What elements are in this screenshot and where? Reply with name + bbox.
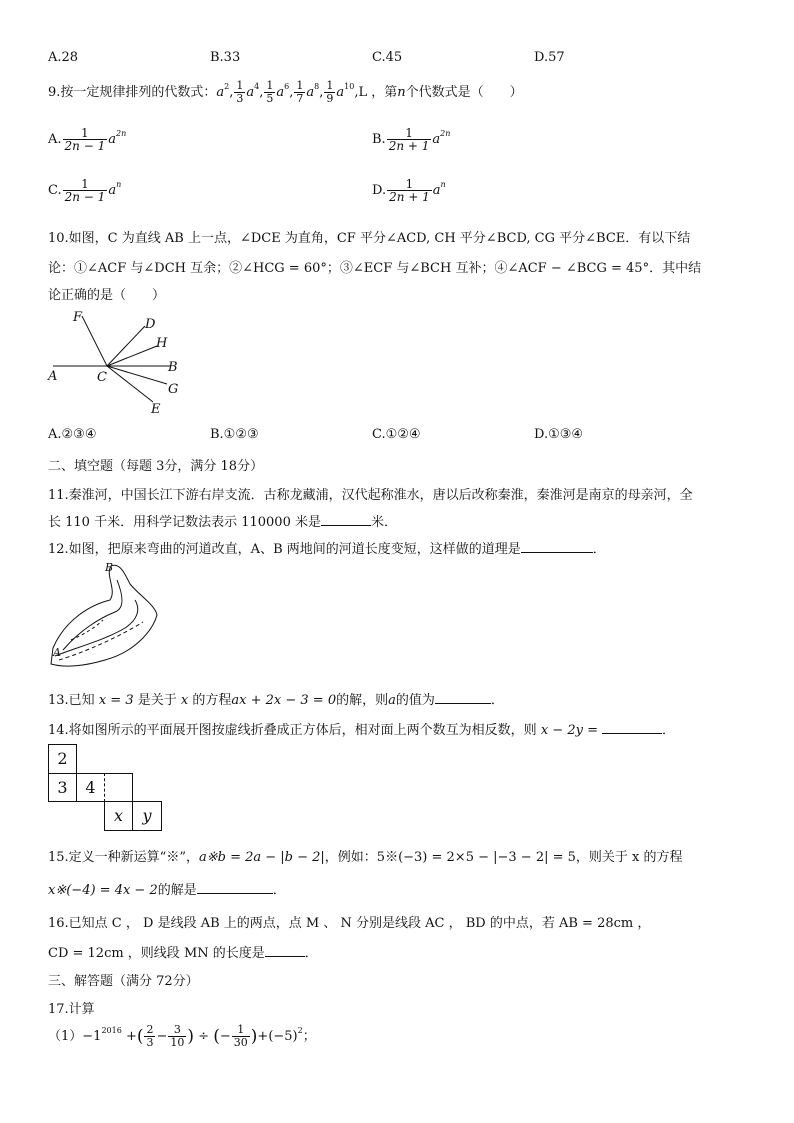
q15-text-2: ，例如： [324, 850, 377, 865]
q16-text: CD = 12cm ，则线段 MN 的长度是 [48, 946, 265, 961]
q9-stem-end: 个代数式是（ ） [405, 85, 523, 100]
label-g: G [168, 382, 179, 397]
q9-n: n [397, 85, 406, 100]
q15-definition: a※b = 2a − |b − 2| [198, 850, 325, 865]
q14-answer-blank[interactable] [602, 721, 662, 734]
river-channel [55, 600, 138, 656]
q15-text-1: 15.定义一种新运算“※”， [48, 850, 199, 865]
q13-var-x: x [180, 693, 189, 708]
q17-plus: + [257, 1029, 269, 1044]
q15-line2 [48, 879, 286, 898]
q17-title: 17.计算 [48, 1002, 95, 1017]
q9-option-c-num: 1 [63, 178, 108, 191]
q15-line1 [48, 846, 683, 865]
q9-option-a-num: 1 [63, 127, 108, 140]
q8-option-b: B.33 [210, 50, 241, 65]
q9-option-a: A. $\frac{1}{2n - 1}$ $a^{2n}$ [48, 126, 127, 153]
q13-text-2: 是关于 [137, 693, 177, 708]
q9-option-d-exp: n [440, 180, 446, 189]
q13-equation: ax + 2x − 3 = 0 [231, 693, 337, 708]
q13-var-a: a [388, 693, 396, 708]
q9-option-c-label: C. [48, 183, 62, 198]
q9-option-a-den: 2n − 1 [64, 139, 106, 153]
cube-face-2: 2 [48, 744, 77, 774]
q10-line1: 10.如图，C 为直线 AB 上一点，∠DCE 为直角，CF 平分∠ACD, CH 平分∠BCD, CG 平分∠BCE．有以下结 [48, 231, 691, 246]
q9-stem-post: ，第 [371, 85, 398, 100]
q12-end: ． [592, 542, 606, 557]
q15-equation: x※(−4) = 4x − 2 [48, 883, 158, 898]
q9-option-d-label: D. [372, 183, 387, 198]
q9-option-c-den: 2n − 1 [64, 190, 106, 204]
q13-text-3: 的方程 [192, 693, 232, 708]
ray-cf [82, 316, 107, 366]
cube-face-y: y [132, 801, 162, 831]
q10-option-b: B.①②③ [210, 427, 259, 442]
q8-option-d: D.57 [534, 50, 565, 65]
q11-line2 [48, 511, 397, 530]
q9-option-d-den: 2n + 1 [389, 190, 430, 204]
q13-answer-blank[interactable] [435, 691, 491, 704]
q17-last-term: (−5) [268, 1029, 298, 1044]
river-outer-bank [51, 565, 157, 666]
q13-text-5: 的值为 [395, 693, 435, 708]
q9-option-c-exp: n [116, 180, 122, 189]
q17-frac2-den: 10 [170, 1036, 185, 1049]
q15-end: ． [272, 883, 286, 898]
q13-text-1: 13.已知 [48, 693, 95, 708]
q8-option-c: C.45 [372, 50, 403, 65]
q17-item-label: （1） [48, 1029, 83, 1044]
q9-stem: 9.按一定规律排列的代数式：$a^2$, $\frac{1}{3}$ $a^4$, $\frac{1}{5}$ $a^6$, $\frac{1}{7}$ $a^8$, $\frac{1}{9}$ $a^{10},L$ ，第n个代数式是（ ） [48, 79, 523, 105]
ray-ch [107, 346, 157, 366]
q11-line2-text: 长 110 千米．用科学记数法表示 110000 米是 [48, 515, 321, 530]
q12-answer-blank[interactable] [521, 540, 593, 553]
q17-base: −1 [82, 1029, 102, 1044]
q9-stem-text: 9.按一定规律排列的代数式： [48, 85, 217, 100]
section-3-heading: 三、解答题（满分 72分） [48, 974, 199, 989]
label-a: A [53, 646, 61, 659]
q13-end: ． [490, 693, 504, 708]
q9-option-d-num: 1 [387, 178, 432, 191]
q17-end: ； [302, 1029, 316, 1044]
section-2-heading: 二、填空题（每题 3分，满分 18分） [48, 459, 264, 474]
label-c: C [97, 370, 107, 385]
q16-line2 [48, 942, 318, 961]
label-f: F [73, 310, 83, 325]
q11-line2-end: 米． [370, 515, 397, 530]
q9-option-c: C. $\frac{1}{2n - 1}$ $a^n$ [48, 177, 122, 204]
q10-line3: 论正确的是（ ） [48, 288, 166, 303]
q9-option-a-label: A. [48, 132, 62, 147]
q17-item-1: $(1)-1^{2016}$ +( $\frac{2}{3}$ − $\frac{3}{10}$ ) ÷ (− $\frac{1}{30}$ )$+(-5)^2$； [48, 1023, 316, 1049]
q17-exponent: 2016 [101, 1026, 122, 1035]
q11-answer-blank[interactable] [321, 513, 371, 526]
q14-end: ． [661, 723, 675, 738]
q9-sequence-tail: ,L [354, 85, 368, 100]
q10-angle-figure [45, 306, 195, 418]
label-b: B [168, 360, 178, 375]
label-b: B [105, 561, 114, 574]
q13-stem [48, 689, 504, 708]
q16-answer-blank[interactable] [265, 944, 305, 957]
q15-text-3: ，则关于 x 的方程 [575, 850, 683, 865]
q14-text: 14.将如图所示的平面展开图按虚线折叠成正方体后，相对面上两个数互为相反数，则 [48, 723, 537, 738]
q9-option-b: B. $\frac{1}{2n + 1}$ $a^{2n}$ [372, 126, 451, 153]
ray-cd [107, 326, 145, 366]
q9-option-b-label: B. [372, 132, 386, 147]
q13-text-4: 的解，则 [336, 693, 389, 708]
q9-option-b-exp: 2n [440, 129, 451, 138]
q12-stem [48, 538, 606, 557]
cube-face-blank [104, 773, 133, 802]
q17-frac3-num: 1 [232, 1024, 250, 1037]
q9-option-b-num: 1 [387, 127, 432, 140]
label-d: D [145, 317, 156, 332]
q9-option-a-exp: 2n [115, 129, 127, 138]
label-h: H [156, 336, 168, 351]
ray-cg [107, 366, 167, 384]
cube-face-4: 4 [76, 773, 105, 802]
q15-example: 5※(−3) = 2×5 − |−3 − 2| = 5 [376, 850, 576, 865]
cube-face-3: 3 [48, 773, 77, 802]
q17-minus: − [156, 1029, 168, 1044]
q11-line1: 11.秦淮河，中国长江下游右岸支流．古称龙藏浦，汉代起称淮水，唐以后改称秦淮，秦淮河是南京的母亲河，全 [48, 488, 693, 503]
q14-expression: x − 2y = [540, 723, 598, 738]
q10-line2: 论：①∠ACF 与∠DCH 互余；②∠HCG = 60°；③∠ECF 与∠BCH 互补；④∠ACF − ∠BCG = 45°．其中结 [48, 261, 702, 276]
q13-condition: x = 3 [98, 693, 134, 708]
q17-frac1-num: 2 [146, 1023, 154, 1036]
q15-text-4: 的解是 [157, 883, 197, 898]
label-e: E [151, 402, 161, 417]
q14-stem [48, 719, 675, 738]
q16-end: ． [304, 946, 318, 961]
cube-face-x: x [104, 801, 133, 831]
q17-frac3-den: 30 [233, 1036, 248, 1049]
q17-last-exponent: 2 [297, 1026, 303, 1035]
q17-divide: ÷ [198, 1029, 210, 1044]
q10-option-c: C.①②④ [372, 427, 421, 442]
label-a: A [48, 369, 58, 384]
cube-net [48, 744, 164, 832]
q10-option-d: D.①③④ [534, 427, 584, 442]
q15-answer-blank[interactable] [197, 881, 273, 894]
q16-line1: 16.已知点 C ， D 是线段 AB 上的两点，点 M 、 N 分别是线段 AC ， BD 的中点，若 AB = 28cm ， [48, 916, 651, 931]
q12-river-figure [45, 560, 165, 678]
q17-frac2-num: 3 [168, 1024, 186, 1037]
q12-text: 12.如图，把原来弯曲的河道改直，A、B 两地间的河道长度变短，这样做的道理是 [48, 542, 521, 557]
q9-option-d: D. $\frac{1}{2n + 1}$ $a^n$ [372, 177, 446, 204]
q17-frac1-den: 3 [146, 1036, 154, 1049]
q9-option-b-den: 2n + 1 [388, 139, 430, 153]
q8-option-a: A.28 [48, 50, 79, 65]
q10-option-a: A.②③④ [48, 427, 97, 442]
ray-ce [107, 366, 153, 402]
